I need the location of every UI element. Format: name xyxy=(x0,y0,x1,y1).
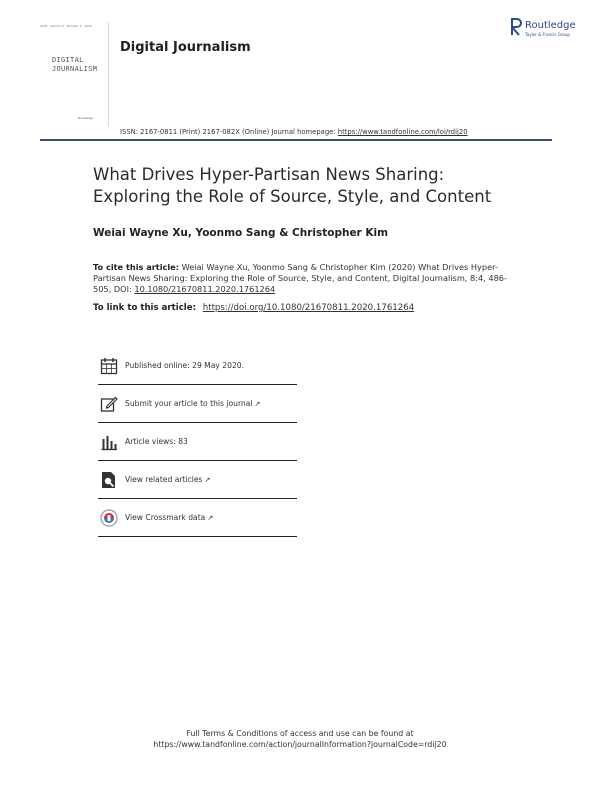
terms-footer xyxy=(0,728,600,750)
cover-publisher-logo: Routledge xyxy=(78,116,94,120)
cite-text: Weiai Wayne Xu, Yoonmo Sang & Christopher Kim (2020) What Drives Hyper-Partisan News Sharing: Exploring the Role of Source, Style, and Content, Digital Journalism, 8:4, 486-505, DOI: xyxy=(93,262,507,294)
cite-label: To cite this article: xyxy=(93,262,179,272)
cover-title xyxy=(52,56,97,74)
external-link-icon: ↗ xyxy=(254,400,261,408)
article-title-line2: Exploring the Role of Source, Style, and Content xyxy=(93,187,492,206)
external-link-icon: ↗ xyxy=(207,514,214,522)
related-articles-label: View related articles xyxy=(125,475,203,484)
article-views: Article views: 83 xyxy=(125,437,188,446)
publisher-name: Routledge xyxy=(525,20,576,31)
routledge-logo-icon xyxy=(509,17,523,37)
issn-text: ISSN: 2167-0811 (Print) 2167-082X (Online) Journal homepage: xyxy=(120,128,336,136)
cover-title-line1: DIGITAL xyxy=(52,56,84,64)
footer-terms-url[interactable]: https://www.tandfonline.com/action/journalInformation?journalCode=rdij20 xyxy=(153,740,447,749)
journal-cover xyxy=(40,22,109,126)
submit-article-link[interactable] xyxy=(125,399,260,408)
published-date: Published online: 29 May 2020. xyxy=(125,361,245,370)
published-row xyxy=(98,347,297,385)
calendar-icon xyxy=(100,357,118,375)
related-articles-link[interactable] xyxy=(125,475,210,484)
footer-line1: Full Terms & Conditions of access and use can be found at xyxy=(186,729,414,738)
journal-homepage-link[interactable]: https://www.tandfonline.com/loi/rdij20 xyxy=(337,128,468,136)
crossmark-label: View Crossmark data xyxy=(125,513,206,522)
article-link-line xyxy=(93,303,414,313)
article-title-line1: What Drives Hyper-Partisan News Sharing: xyxy=(93,165,445,184)
crossmark-link[interactable] xyxy=(125,513,213,522)
crossmark-row[interactable] xyxy=(98,499,297,537)
article-title xyxy=(93,164,533,208)
submit-article-label: Submit your article to this journal xyxy=(125,399,253,408)
cover-title-line2: JOURNALISM xyxy=(52,65,98,73)
crossmark-icon xyxy=(100,509,118,527)
issn-line xyxy=(120,128,468,136)
header-divider xyxy=(40,139,552,141)
cite-doi-link[interactable]: 10.1080/21670811.2020.1761264 xyxy=(134,284,276,294)
article-authors: Weiai Wayne Xu, Yoonmo Sang & Christopher Kim xyxy=(93,227,389,239)
cover-issue-line: ISSN · Volume 8 · Number 4 · 2020 xyxy=(40,24,93,28)
journal-name: Digital Journalism xyxy=(120,40,251,55)
submit-row[interactable] xyxy=(98,385,297,423)
link-label: To link to this article: xyxy=(93,303,197,313)
citation-block xyxy=(93,262,523,295)
article-doi-url[interactable]: https://doi.org/10.1080/21670811.2020.1761264 xyxy=(202,303,415,313)
related-row[interactable] xyxy=(98,461,297,499)
external-link-icon: ↗ xyxy=(204,476,211,484)
publisher-subtitle: Taylor & Francis Group xyxy=(525,32,570,37)
views-row xyxy=(98,423,297,461)
related-articles-icon xyxy=(100,471,118,489)
edit-icon xyxy=(100,395,118,413)
bar-chart-icon xyxy=(100,433,118,451)
